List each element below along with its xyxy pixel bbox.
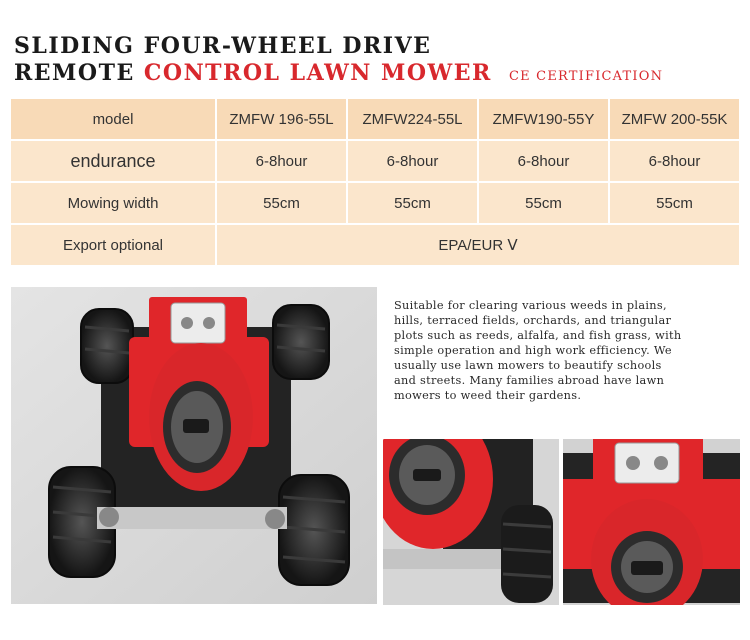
width-cell-2: 55cm	[347, 182, 478, 224]
row-label-export: Export optional	[10, 224, 216, 266]
mower-engine-closeup-photo	[383, 439, 559, 605]
description-line: mowers to weed their gardens.	[394, 389, 582, 402]
row-label-endurance: endurance	[10, 140, 216, 182]
description-line: plots such as reeds, alfalfa, and fish grass, with	[394, 329, 682, 342]
description-line: usually use lawn mowers to beautify schools	[394, 359, 662, 372]
title-black-part: REMOTE	[14, 60, 135, 86]
table-row-export	[10, 224, 740, 266]
table-row-mowing-width	[10, 182, 740, 224]
endurance-cell-4: 6-8hour	[609, 140, 740, 182]
certification-label: CE CERTIFICATION	[509, 69, 664, 84]
export-merged-cell: EPA/EUR Ⅴ	[216, 224, 740, 266]
table-row-endurance	[10, 140, 740, 182]
table-row-model	[10, 98, 740, 140]
endurance-cell-2: 6-8hour	[347, 140, 478, 182]
mower-front-closeup-photo	[563, 439, 740, 605]
endurance-cell-3: 6-8hour	[478, 140, 609, 182]
description-line: hills, terraced fields, orchards, and triangular	[394, 314, 672, 327]
description-line: and streets. Many families abroad have lawn	[394, 374, 665, 387]
row-label-model: model	[10, 98, 216, 140]
title-red-part: CONTROL LAWN MOWER	[143, 60, 492, 86]
model-cell-3: ZMFW190-55Y	[478, 98, 609, 140]
description-line: Suitable for clearing various weeds in plains,	[394, 299, 667, 312]
description-line: simple operation and high work efficiency. We	[394, 344, 672, 357]
width-cell-1: 55cm	[216, 182, 347, 224]
endurance-cell-1: 6-8hour	[216, 140, 347, 182]
mower-top-view-photo	[11, 287, 377, 604]
spec-table	[9, 97, 741, 267]
row-label-mowing-width: Mowing width	[10, 182, 216, 224]
model-cell-4: ZMFW 200-55K	[609, 98, 740, 140]
model-cell-2: ZMFW224-55L	[347, 98, 478, 140]
width-cell-3: 55cm	[478, 182, 609, 224]
width-cell-4: 55cm	[609, 182, 740, 224]
title-line-1: SLIDING FOUR-WHEEL DRIVE	[14, 33, 432, 59]
title-line-2	[14, 60, 663, 86]
model-cell-1: ZMFW 196-55L	[216, 98, 347, 140]
product-description	[394, 298, 724, 403]
